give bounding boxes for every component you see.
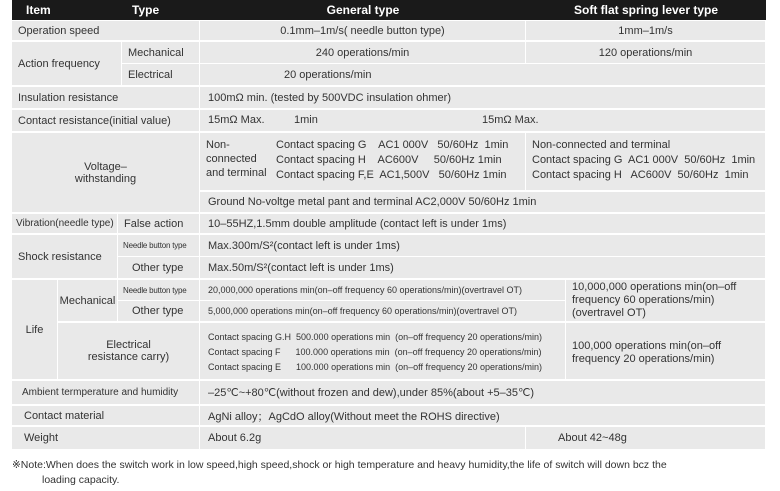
life-mechanical-label: Mechanical — [58, 280, 118, 322]
vibration-value: 10–55HZ,1.5mm double amplitude (contact left is under 1ms) — [200, 214, 766, 234]
voltage-soft-lines — [532, 138, 755, 183]
row-ambient-label: Ambient termperature and humidity — [12, 381, 200, 405]
life-electrical-soft-lines — [572, 340, 721, 366]
row-weight-label: Weight — [12, 427, 200, 450]
life-mechanical-other-value: 5,000,000 operations min(on–off frequency 60 operations/min)(overtravel OT) — [200, 301, 566, 322]
voltage-soft-line-3: Contact spacing H AC600V 50/60Hz 1min — [532, 169, 749, 181]
voltage-general-cell — [200, 133, 526, 191]
header-general: General type — [200, 0, 526, 20]
voltage-label-line-1: Voltage– — [84, 160, 127, 173]
row-contact-material-label: Contact material — [12, 406, 200, 426]
voltage-general-lines — [276, 138, 508, 183]
row-insulation-label: Insulation resistance — [12, 87, 200, 109]
header-type: Type — [122, 0, 200, 20]
voltage-nc-line-3: and terminal — [206, 167, 267, 179]
action-frequency-mechanical-soft: 120 operations/min — [526, 42, 766, 64]
life-electrical-general-lines — [208, 330, 542, 375]
voltage-nc-line-1: Non- — [206, 139, 230, 151]
voltage-general-line-fe: Contact spacing F,E AC1,500V 50/60Hz 1min — [276, 169, 507, 181]
contact-resistance-min: 1min — [294, 114, 318, 126]
voltage-ground-value: Ground No-voltge metal pant and terminal AC2,000V 50/60Hz 1min — [200, 192, 766, 213]
voltage-soft-cell — [526, 133, 766, 191]
life-mechanical-soft-cell — [566, 280, 766, 322]
shock-other-type: Other type — [118, 257, 200, 279]
contact-resistance-values — [200, 110, 766, 132]
life-mechanical-other-type: Other type — [118, 301, 200, 322]
life-electrical-general-cell — [200, 323, 566, 380]
vibration-type: False action — [118, 214, 200, 234]
action-frequency-mechanical-general: 240 operations/min — [200, 42, 526, 64]
voltage-soft-line-2: Contact spacing G AC1 000V 50/60Hz 1min — [532, 154, 756, 166]
voltage-general-line-g: Contact spacing G AC1 000V 50/60Hz 1min — [276, 139, 509, 151]
action-frequency-electrical-type: Electrical — [122, 64, 200, 86]
insulation-value: 100mΩ min. (tested by 500VDC insulation ohmer) — [200, 87, 766, 109]
voltage-label-line-2: withstanding — [74, 172, 137, 185]
contact-resistance-max-b: 15mΩ Max. — [482, 114, 539, 126]
life-electrical-soft-cell — [566, 323, 766, 380]
footnote — [12, 458, 772, 488]
row-action-frequency-label: Action frequency — [12, 42, 122, 86]
shock-other-value: Max.50m/S²(contact left is under 1ms) — [200, 257, 766, 279]
footnote-line-2: loading capacity. — [42, 474, 120, 486]
voltage-nc-line-2: connected — [206, 153, 257, 165]
weight-soft: About 42~48g — [526, 427, 766, 450]
header-item: Item — [12, 0, 122, 20]
contact-material-value: AgNi alloy；AgCdO alloy(Without meet the ROHS directive) — [200, 406, 766, 426]
row-voltage-label — [12, 133, 200, 213]
life-electrical-label-line-1: Electrical — [106, 339, 151, 351]
life-electrical-soft-line-2: frequency 20 operations/min) — [572, 353, 715, 365]
life-mechanical-soft-line-3: (overtravel OT) — [572, 307, 646, 319]
row-contact-resistance-label: Contact resistance(initial value) — [12, 110, 200, 132]
voltage-general-line-h: Contact spacing H AC600V 50/60Hz 1min — [276, 154, 502, 166]
row-shock-label: Shock resistance — [12, 235, 118, 279]
header-soft: Soft flat spring lever type — [526, 0, 766, 20]
voltage-nc-block — [206, 138, 267, 180]
shock-needle-value: Max.300m/S²(contact left is under 1ms) — [200, 235, 766, 257]
contact-resistance-max-a: 15mΩ Max. — [208, 114, 265, 126]
shock-needle-type: Needle button type — [118, 235, 200, 257]
life-electrical-label — [58, 323, 200, 380]
weight-general: About 6.2g — [200, 427, 526, 450]
life-mechanical-soft-lines — [572, 281, 736, 320]
row-vibration-label: Vibration(needle type) — [12, 214, 118, 234]
operation-speed-soft: 1mm–1m/s — [526, 21, 766, 41]
life-electrical-line-f: Contact spacing F 100.000 operations min (on–off frequency 20 operations/min) — [208, 347, 542, 357]
life-mechanical-soft-line-2: frequency 60 operations/min) — [572, 294, 715, 306]
row-operation-speed-label: Operation speed — [12, 21, 200, 41]
life-electrical-line-gh: Contact spacing G.H 500.000 operations min (on–off frequency 20 operations/min) — [208, 332, 543, 342]
voltage-soft-line-1: Non-connected and terminal — [532, 139, 671, 151]
ambient-value: –25℃~+80℃(without frozen and dew),under 85%(about +5–35℃) — [200, 381, 766, 405]
operation-speed-general: 0.1mm–1m/s( needle button type) — [200, 21, 526, 41]
life-mechanical-soft-line-1: 10,000,000 operations min(on–off — [572, 281, 737, 293]
life-electrical-soft-line-1: 100,000 operations min(on–off — [572, 340, 722, 352]
action-frequency-electrical-value: 20 operations/min — [200, 64, 766, 86]
action-frequency-mechanical-type: Mechanical — [122, 42, 200, 64]
life-mechanical-needle-type: Needle button type — [118, 280, 200, 301]
footnote-line-1: ※Note:When does the switch work in low speed,high speed,shock or high temperature and heavy humidity,the life of switch will down bcz the — [12, 459, 667, 471]
row-life-label: Life — [12, 280, 58, 380]
life-electrical-line-e: Contact spacing E 100.000 operations min (on–off frequency 20 operations/min) — [208, 362, 543, 372]
life-electrical-label-line-2: resistance carry) — [87, 351, 170, 363]
life-mechanical-needle-value: 20,000,000 operations min(on–off frequency 60 operations/min)(overtravel OT) — [200, 280, 566, 301]
